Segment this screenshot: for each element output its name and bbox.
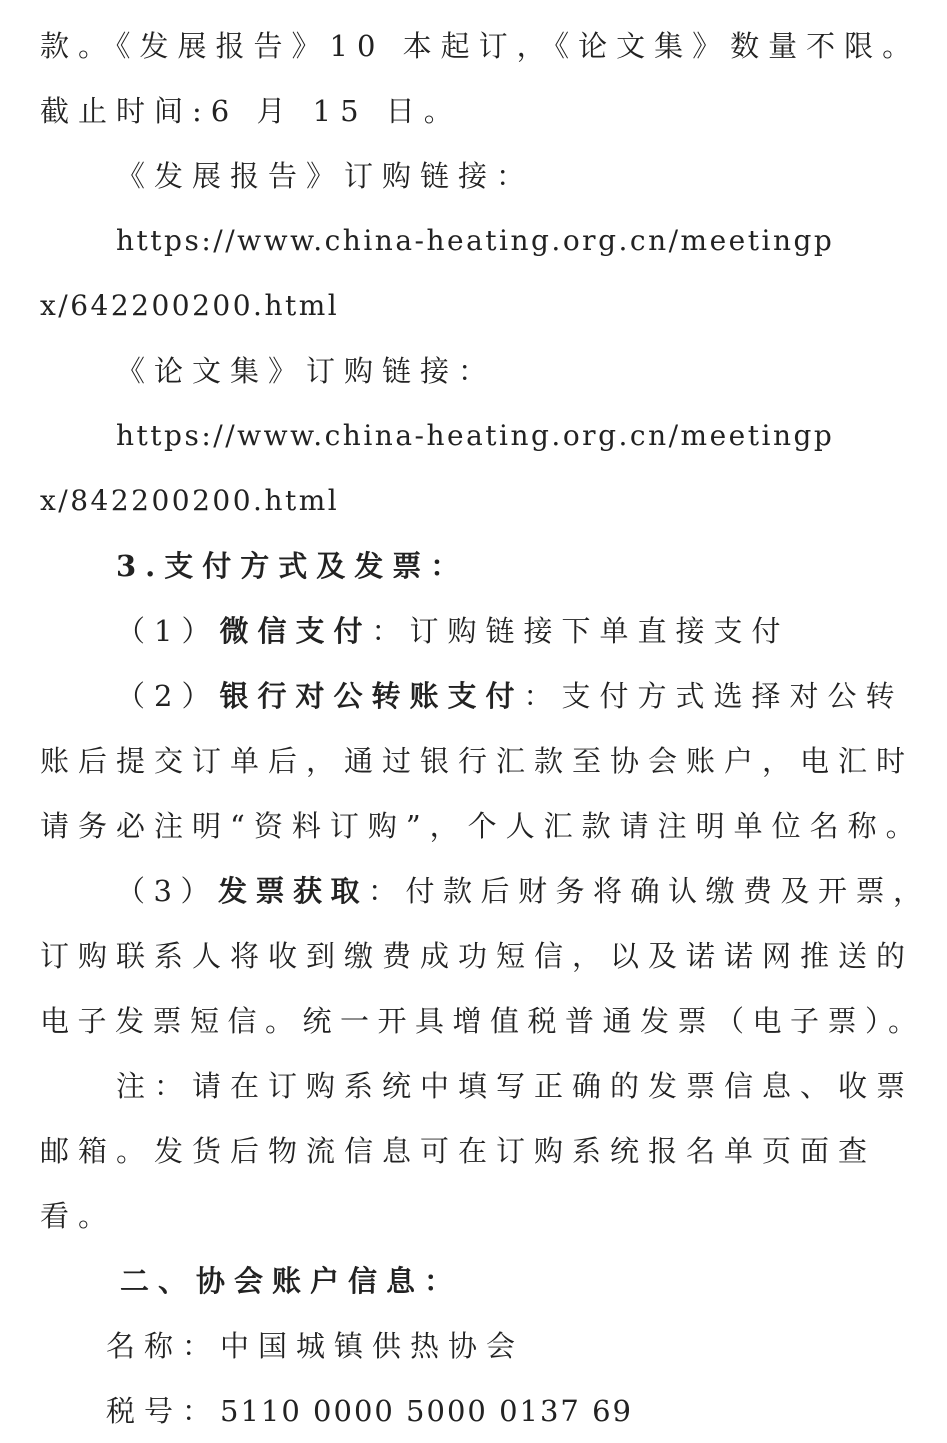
text-line-1: 款。《发展报告》10 本起订，《论文集》数量不限。 [40,29,921,63]
report-link-label: 《发展报告》订购链接： [116,159,535,193]
text-line-13: 请务必注明“资料订购”，个人汇款请注明单位名称。 [40,809,924,843]
payment-item-1-prefix: （1） [116,614,220,648]
account-name: 名称：中国城镇供热协会 [106,1329,525,1363]
payment-item-3 [116,871,930,911]
proceedings-link-url-part-2[interactable]: x/842200200.html [40,484,340,517]
payment-item-1 [116,611,789,651]
report-link-url-part-1[interactable]: https://www.china-heating.org.cn/meetingp [116,224,835,257]
text-line-12: 账后提交订单后，通过银行汇款至协会账户，电汇时 [40,744,915,778]
note-line-2: 邮箱。发货后物流信息可在订购系统报名单页面查 [40,1134,877,1168]
payment-item-1-title: 微信支付 [219,614,372,648]
section-heading-account: 二、协会账户信息： [120,1264,463,1298]
payment-item-1-text: ：订购链接下单直接支付 [371,614,790,648]
payment-item-3-prefix: （3） [116,874,218,908]
text-line-15: 订购联系人将收到缴费成功短信，以及诺诺网推送的 [40,939,915,973]
note-line-3: 看。 [40,1199,117,1233]
payment-item-3-text: ：付款后财务将确认缴费及开票， [367,874,931,908]
report-link-url-part-2[interactable]: x/642200200.html [40,289,340,322]
account-tax-id-value: 5110 0000 5000 0137 69 [220,1394,634,1428]
proceedings-link-url-part-1[interactable]: https://www.china-heating.org.cn/meetingp [116,419,835,452]
text-line-16: 电子发票短信。统一开具增值税普通发票（电子票）。 [40,1004,926,1038]
payment-item-3-title: 发票获取 [217,874,368,908]
payment-item-2-title: 银行对公转账支付 [219,679,524,713]
account-tax-id [106,1391,633,1431]
proceedings-link-label: 《论文集》订购链接： [116,354,497,388]
account-tax-id-label: 税号： [106,1394,221,1428]
payment-item-2-prefix: （2） [116,679,220,713]
payment-item-2 [116,676,903,716]
text-line-2: 截止时间:6 月 15 日。 [40,94,462,128]
payment-item-2-text: ：支付方式选择对公转 [523,679,904,713]
note-line-1: 注：请在订购系统中填写正确的发票信息、收票 [116,1069,915,1103]
section-heading-payment: 3.支付方式及发票： [116,549,469,583]
